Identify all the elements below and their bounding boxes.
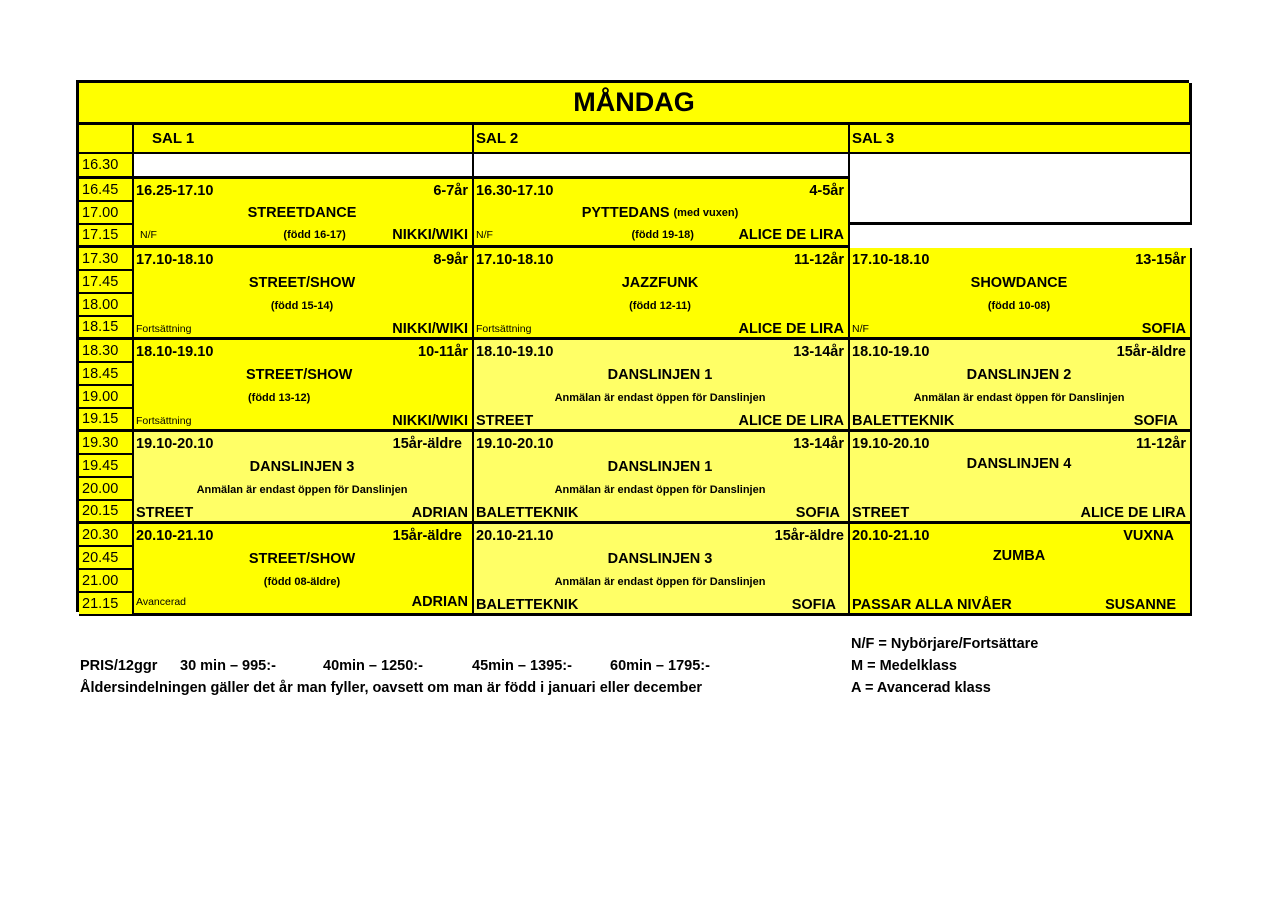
- class-name: DANSLINJEN 1: [607, 366, 713, 383]
- class-name: STREET/SHOW: [248, 274, 356, 291]
- time-header: [79, 125, 134, 154]
- class-block-sal2-danslinjen-1: [474, 340, 850, 432]
- class-name-note: (med vuxen): [673, 206, 739, 219]
- class-teacher: SOFIA: [1141, 320, 1186, 337]
- class-born: (född 08-äldre): [263, 575, 341, 588]
- class-style: BALETTEKNIK: [476, 504, 579, 521]
- class-born: (född 16-17): [283, 228, 346, 241]
- class-age: 15år-äldre: [1116, 343, 1186, 360]
- class-level: Fortsättning: [136, 322, 192, 335]
- time-slot: 16.30: [79, 154, 134, 179]
- class-teacher: ADRIAN: [411, 504, 468, 521]
- class-note: Anmälan är endast öppen för Danslinjen: [196, 483, 408, 496]
- class-time: 18.10-19.10: [476, 343, 554, 360]
- class-note: Anmälan är endast öppen för Danslinjen: [913, 391, 1125, 404]
- time-slot: 19.30: [79, 432, 134, 455]
- class-name: JAZZFUNK: [621, 274, 699, 291]
- class-name: STREET/SHOW: [246, 366, 353, 383]
- time-slot: 19.15: [79, 409, 134, 432]
- class-born: (född 15-14): [270, 299, 334, 312]
- class-age: 15år-äldre: [774, 527, 844, 544]
- time-slot: 17.00: [79, 202, 134, 225]
- time-slot: 20.30: [79, 524, 134, 547]
- class-age: VUXNA: [1123, 527, 1174, 544]
- legend-m: M = Medelklass: [851, 658, 957, 674]
- class-time: 20.10-21.10: [852, 527, 930, 544]
- class-name: PYTTEDANS: [581, 204, 670, 221]
- class-style: STREET: [136, 504, 194, 521]
- class-time: 19.10-20.10: [476, 435, 554, 452]
- class-level: N/F: [476, 228, 493, 241]
- class-time: 16.30-17.10: [476, 182, 554, 199]
- class-style: STREET: [476, 412, 534, 429]
- class-age: 15år-äldre: [392, 435, 462, 452]
- class-note: Anmälan är endast öppen för Danslinjen: [554, 575, 766, 588]
- class-teacher: SUSANNE: [1105, 596, 1176, 613]
- class-level: Avancerad: [136, 595, 187, 608]
- class-teacher: SOFIA: [795, 504, 840, 521]
- class-born: (född 12-11): [629, 299, 691, 312]
- time-slot: 17.30: [79, 248, 134, 271]
- hall-header-1: SAL 1: [134, 125, 474, 154]
- class-block-sal1-street-show: [134, 248, 474, 340]
- time-slot: 19.00: [79, 386, 134, 409]
- class-time: 18.10-19.10: [852, 343, 930, 360]
- schedule-table: [76, 80, 1189, 612]
- hall-header-3: SAL 3: [850, 125, 1192, 154]
- class-teacher: ALICE DE LIRA: [738, 320, 844, 337]
- class-age: 8-9år: [433, 251, 468, 268]
- class-name: DANSLINJEN 3: [249, 458, 355, 475]
- price-label: PRIS/12ggr: [80, 658, 158, 674]
- time-slot: 17.45: [79, 271, 134, 294]
- time-slot: 21.00: [79, 570, 134, 593]
- class-block-sal1-streetdance: [134, 179, 474, 248]
- class-block-sal1-street-show-3: [134, 524, 474, 616]
- time-slot: 21.15: [79, 593, 134, 616]
- class-time: 20.10-21.10: [476, 527, 554, 544]
- price-45min: 45min – 1395:-: [472, 658, 572, 674]
- time-slot: 16.45: [79, 179, 134, 202]
- class-age: 11-12år: [794, 251, 844, 268]
- time-slot: 18.15: [79, 317, 134, 340]
- class-name: DANSLINJEN 2: [966, 366, 1072, 383]
- time-slot: 18.45: [79, 363, 134, 386]
- class-block-sal3-danslinjen-4: [850, 432, 1192, 524]
- time-slot: 20.15: [79, 501, 134, 524]
- class-style: PASSAR ALLA NIVÅER: [852, 596, 1012, 613]
- class-block-sal2-pyttedans: [474, 179, 850, 248]
- class-note: Anmälan är endast öppen för Danslinjen: [554, 483, 766, 496]
- time-slot: 18.30: [79, 340, 134, 363]
- class-name: STREET/SHOW: [248, 550, 356, 567]
- class-block-sal2-danslinjen-3: [474, 524, 850, 616]
- class-teacher: NIKKI/WIKI: [392, 320, 468, 337]
- class-age: 13-14år: [793, 435, 844, 452]
- class-block-sal3-zumba: [850, 524, 1192, 616]
- price-40min: 40min – 1250:-: [323, 658, 423, 674]
- class-block-sal2-jazzfunk: [474, 248, 850, 340]
- time-slot: 17.15: [79, 225, 134, 248]
- class-born: (född 19-18): [631, 228, 694, 241]
- class-level: N/F: [852, 322, 869, 335]
- class-time: 17.10-18.10: [136, 251, 214, 268]
- class-time: 20.10-21.10: [136, 527, 214, 544]
- class-style: BALETTEKNIK: [852, 412, 955, 429]
- time-slot: 19.45: [79, 455, 134, 478]
- class-style: STREET: [852, 504, 910, 521]
- class-time: 17.10-18.10: [852, 251, 930, 268]
- class-age: 13-14år: [793, 343, 844, 360]
- class-name: DANSLINJEN 3: [607, 550, 713, 567]
- class-teacher: SOFIA: [791, 596, 836, 613]
- time-slot: 20.45: [79, 547, 134, 570]
- class-teacher: ADRIAN: [411, 593, 468, 610]
- class-age: 11-12år: [1136, 435, 1186, 452]
- class-time: 19.10-20.10: [852, 435, 930, 452]
- hall-header-2: SAL 2: [474, 125, 850, 154]
- class-time: 16.25-17.10: [136, 182, 214, 199]
- class-born: (född 13-12): [248, 391, 311, 404]
- class-block-sal3-danslinjen-2: [850, 340, 1192, 432]
- class-teacher: NIKKI/WIKI: [392, 226, 468, 243]
- class-age: 6-7år: [433, 182, 468, 199]
- class-block-sal1-danslinjen-3: [134, 432, 474, 524]
- time-slot: 20.00: [79, 478, 134, 501]
- day-title: MÅNDAG: [79, 83, 1192, 125]
- class-level: N/F: [140, 228, 157, 241]
- class-teacher: SOFIA: [1133, 412, 1178, 429]
- class-age: 10-11år: [418, 343, 468, 360]
- empty-cell: [134, 154, 474, 179]
- class-block-sal3-showdance: [850, 248, 1192, 340]
- class-block-sal2-danslinjen-1-b: [474, 432, 850, 524]
- class-name: ZUMBA: [992, 547, 1046, 564]
- class-level: Fortsättning: [136, 414, 192, 427]
- price-30min: 30 min – 995:-: [180, 658, 276, 674]
- price-60min: 60min – 1795:-: [610, 658, 710, 674]
- empty-cell: [850, 154, 1192, 225]
- class-teacher: ALICE DE LIRA: [738, 412, 844, 429]
- class-name: STREETDANCE: [247, 204, 357, 221]
- class-time: 19.10-20.10: [136, 435, 214, 452]
- class-age: 13-15år: [1135, 251, 1186, 268]
- time-slot: 18.00: [79, 294, 134, 317]
- class-level: Fortsättning: [476, 322, 532, 335]
- class-name: SHOWDANCE: [970, 274, 1068, 291]
- legend-a: A = Avancerad klass: [851, 680, 991, 696]
- class-born: (född 10-08): [987, 299, 1051, 312]
- class-name: DANSLINJEN 1: [607, 458, 713, 475]
- class-style: BALETTEKNIK: [476, 596, 579, 613]
- class-age: 15år-äldre: [392, 527, 462, 544]
- legend-nf: N/F = Nybörjare/Fortsättare: [851, 636, 1039, 652]
- class-time: 18.10-19.10: [136, 343, 214, 360]
- class-teacher: ALICE DE LIRA: [738, 226, 844, 243]
- class-note: Anmälan är endast öppen för Danslinjen: [554, 391, 766, 404]
- empty-cell: [474, 154, 850, 179]
- class-age: 4-5år: [809, 182, 844, 199]
- age-note: Åldersindelningen gäller det år man fyller, oavsett om man är född i januari eller december: [80, 680, 703, 696]
- class-name: DANSLINJEN 4: [966, 455, 1072, 472]
- class-teacher: ALICE DE LIRA: [1080, 504, 1186, 521]
- class-time: 17.10-18.10: [476, 251, 554, 268]
- class-block-sal1-street-show-2: [134, 340, 474, 432]
- class-teacher: NIKKI/WIKI: [392, 412, 468, 429]
